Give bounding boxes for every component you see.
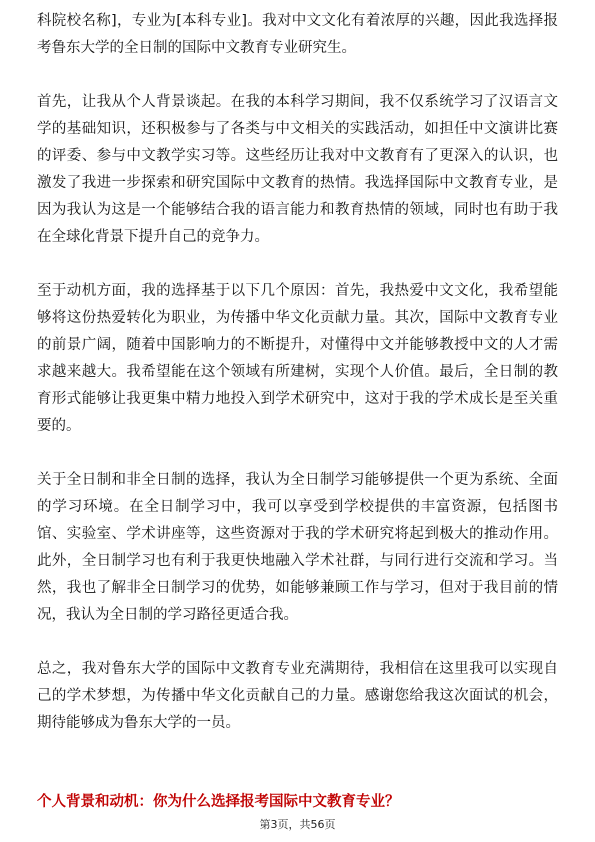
paragraph-intro-continued: 科院校名称]，专业为[本科专业]。我对中文文化有着浓厚的兴趣，因此我选择报考鲁东大学的全日制的国际中文教育专业研究生。 (37, 13, 558, 56)
page-number-footer: 第3页，共56页 (259, 818, 336, 831)
paragraph-background: 首先，让我从个人背景谈起。在我的本科学习期间，我不仅系统学习了汉语言文学的基础知识，还积极参与了各类与中文相关的实践活动，如担任中文演讲比赛的评委、参与中文教学实习等。这些经历让我对中文教育有了更深入的认识，也激发了我进一步探索和研究国际中文教育的热情。我选择国际中文教育专业，是因为我认为这是一个能够结合我的语言能力和教育热情的领域，同时也有助于我在全球化背景下提升自己的竞争力。 (37, 94, 558, 245)
paragraph-motivation: 至于动机方面，我的选择基于以下几个原因：首先，我热爱中文文化，我希望能够将这份热爱转化为职业，为传播中华文化贡献力量。其次，国际中文教育专业的前景广阔，随着中国影响力的不断提升，对懂得中文并能够教授中文的人才需求越来越大。我希望能在这个领域有所建树，实现个人价值。最后，全日制的教育形式能够让我更集中精力地投入到学术研究中，这对于我的学术成长是至关重要的。 (37, 283, 558, 434)
paragraph-conclusion: 总之，我对鲁东大学的国际中文教育专业充满期待，我相信在这里我可以实现自己的学术梦想，为传播中华文化贡献自己的力量。感谢您给我这次面试的机会，期待能够成为鲁东大学的一员。 (37, 661, 558, 731)
paragraph-fulltime-choice: 关于全日制和非全日制的选择，我认为全日制学习能够提供一个更为系统、全面的学习环境。在全日制学习中，我可以享受到学校提供的丰富资源，包括图书馆、实验室、学术讲座等，这些资源对于我的学术研究将起到极大的推动作用。此外，全日制学习也有利于我更快地融入学术社群，与同行进行交流和学习。当然，我也了解非全日制学习的优势，如能够兼顾工作与学习，但对于我目前的情况，我认为全日制的学习路径更适合我。 (37, 472, 558, 623)
document-body (37, 8, 558, 737)
section-heading: 个人背景和动机：你为什么选择报考国际中文教育专业？ (37, 794, 400, 810)
